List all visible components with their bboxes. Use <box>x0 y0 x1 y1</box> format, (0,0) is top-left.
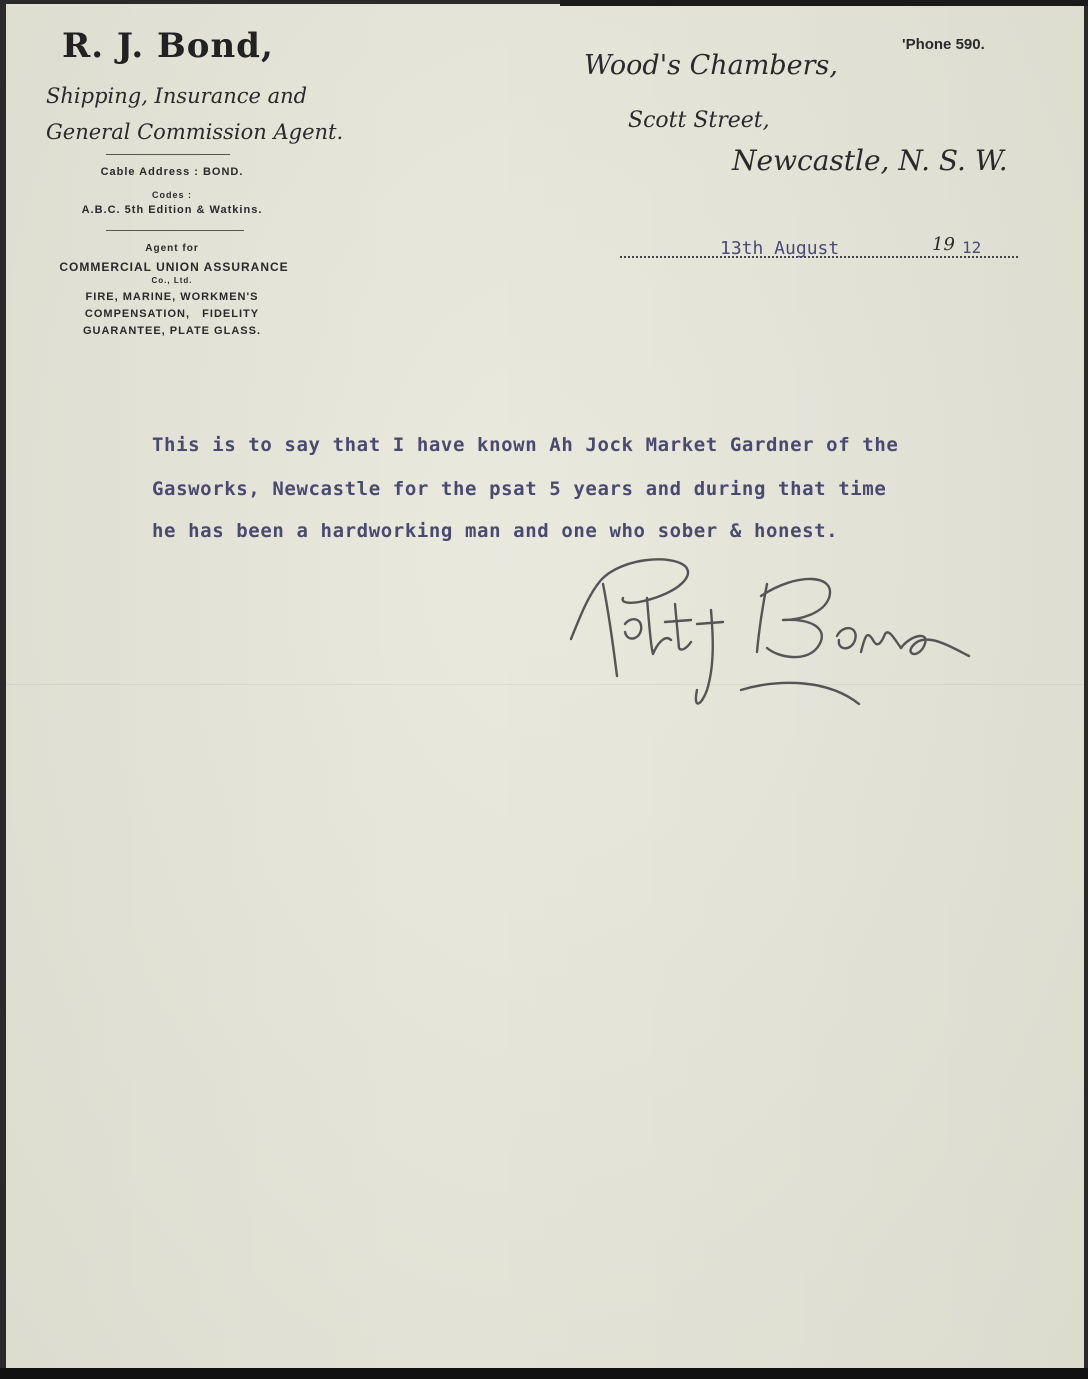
address-line-2: Scott Street, <box>628 108 770 133</box>
date-day-month: 13th August <box>720 238 840 259</box>
agent-for-label: Agent for <box>145 243 199 254</box>
letterhead-divider <box>106 230 244 231</box>
services-line-3: GUARANTEE, PLATE GLASS. <box>82 325 262 337</box>
date-year-prefix: 19 <box>932 234 955 255</box>
codes-value: A.B.C. 5th Edition & Watkins. <box>81 204 263 216</box>
date-year-suffix: 12 <box>962 238 982 257</box>
firm-tagline-line-1: Shipping, Insurance and <box>46 84 308 108</box>
body-line-1: This is to say that I have known Ah Jock Market Gardner of the <box>152 434 899 456</box>
scan-edge-bottom <box>0 1368 1088 1379</box>
body-line-3: he has been a hardworking man and one who sober & honest. <box>152 520 839 542</box>
letter-page <box>6 4 1084 1368</box>
agent-company-suffix: Co., Ltd. <box>151 276 193 285</box>
firm-name: R. J. Bond, <box>62 26 274 66</box>
address-line-3: Newcastle, N. S. W. <box>732 144 1008 177</box>
services-line-1: FIRE, MARINE, WORKMEN'S <box>85 291 259 303</box>
agent-company: COMMERCIAL UNION ASSURANCE <box>59 260 289 274</box>
cable-address: Cable Address : BOND. <box>100 166 244 178</box>
codes-label: Codes : <box>151 190 192 200</box>
firm-tagline-line-2: General Commission Agent. <box>46 120 344 144</box>
address-line-1: Wood's Chambers, <box>584 50 838 81</box>
services-line-2: COMPENSATION, FIDELITY <box>84 308 260 320</box>
letterhead-divider <box>106 154 230 155</box>
phone-number: 'Phone 590. <box>902 36 985 53</box>
scan-edge-top <box>560 0 1088 6</box>
body-line-2: Gasworks, Newcastle for the psat 5 years and during that time <box>152 478 887 500</box>
handwritten-signature <box>561 544 981 724</box>
date-line <box>620 234 1018 260</box>
